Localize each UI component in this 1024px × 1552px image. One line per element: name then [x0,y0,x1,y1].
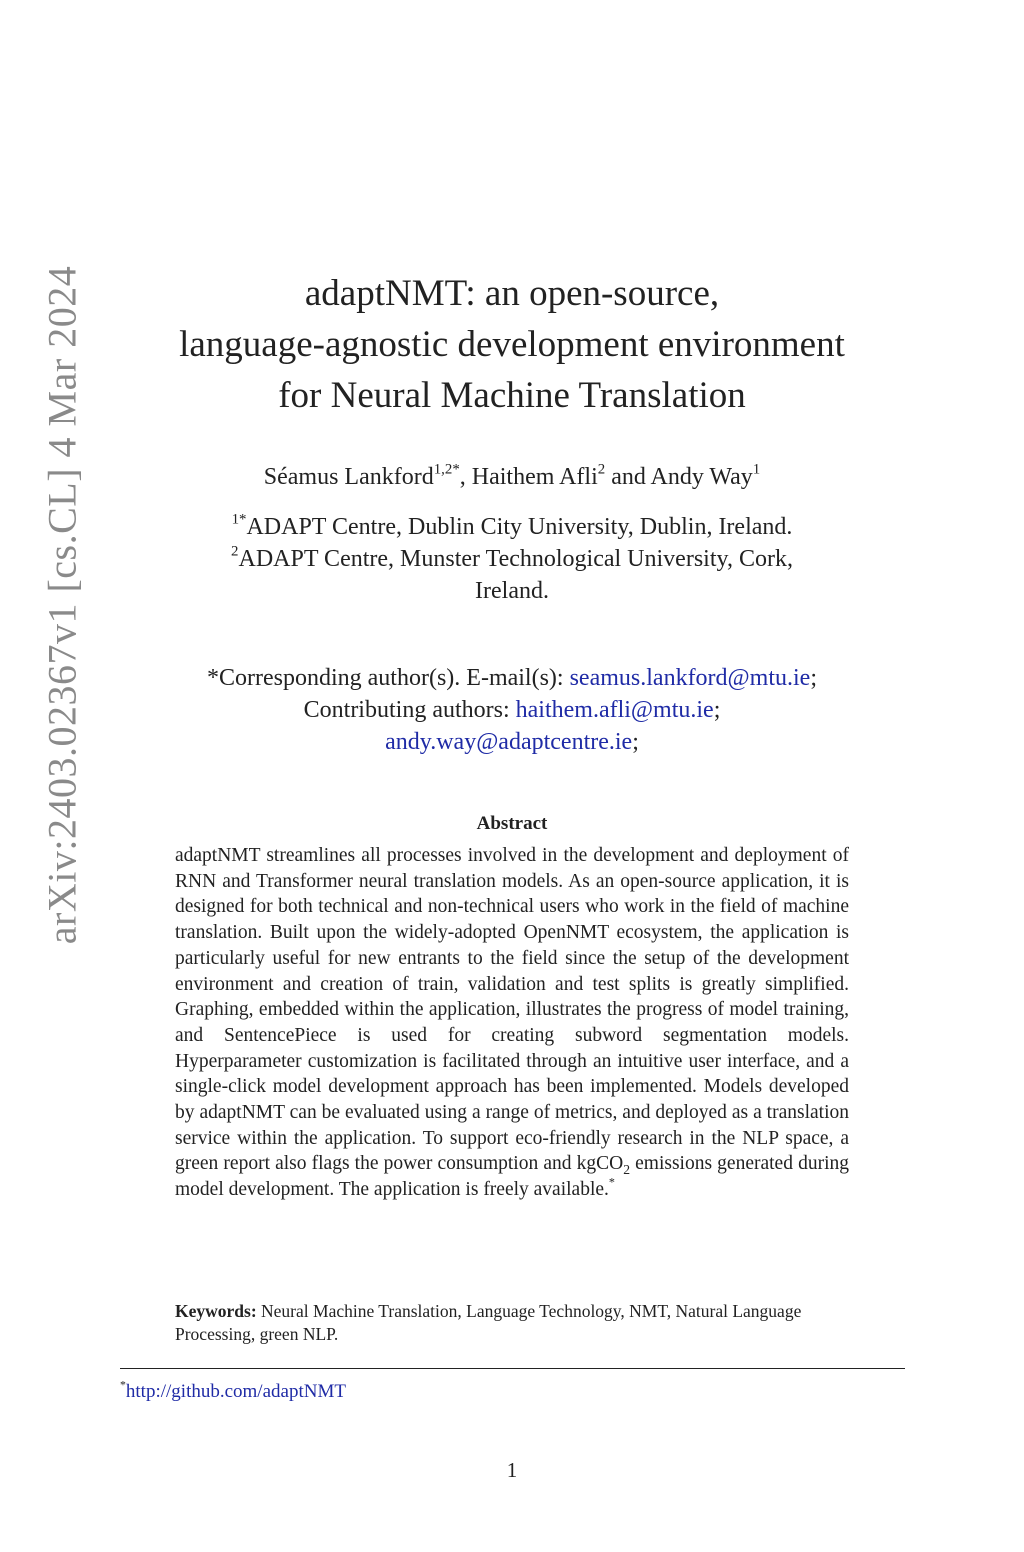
author-list [120,460,904,494]
abstract-text: adaptNMT streamlines all processes involved in the development and deployment of RNN and Transformer neural translation models. As an open-source application, it is designed for both technical and non-technical users who work in the field of machine translation. Built upon the widely-adopted OpenNMT ecosystem, the application is particularly useful for new entrants to the field since the setup of the development environment and creation of train, validation and test splits is greatly simplified. Graphing, embedded within the application, illustrates the progress of model training, and SentencePiece is used for creating subword segmentation models. Hyperparameter customization is facilitated through an intuitive user interface, and a single-click model development approach has been implemented. Models developed by adaptNMT can be evaluated using a range of metrics, and deployed as a translation service within the application. To support eco-friendly research in the NLP space, a green report also flags the power consumption and kgCO [175,845,849,1175]
contributing-authors-line [120,694,904,726]
footnote-rule [120,1368,905,1369]
contributing-label: Contributing authors: [303,697,516,723]
affiliation-text: ADAPT Centre, Dublin City University, Dublin, Ireland. [246,514,793,540]
arxiv-sidebar-stamp: arXiv:2403.02367v1 [cs.CL] 4 Mar 2024 [39,265,85,945]
author-name: Haithem Afli [471,464,598,490]
author-name: Séamus Lankford [263,464,434,490]
footnote [120,1380,346,1404]
author-name: Andy Way [650,464,753,490]
footnote-marker: * [608,1175,615,1190]
author-affiliation-mark: 2 [597,461,606,478]
footnote-mark: * [120,1378,126,1392]
email-separator: ; [632,729,639,755]
affiliation-mark: 1* [231,511,247,528]
affiliations [120,511,904,607]
email-separator: ; [810,665,817,691]
paper-title [120,268,904,421]
correspondence-block [120,662,904,758]
corresponding-author-line [120,662,904,694]
corresponding-label: *Corresponding author(s). E-mail(s): [207,665,570,691]
contributing-authors-line-2 [120,726,904,758]
keywords-label: Keywords: [175,1301,257,1321]
email-separator: ; [713,697,721,723]
email-link-afli[interactable]: haithem.afli@mtu.ie [515,697,714,723]
author-separator: , [459,464,472,490]
author-affiliation-mark: 1 [752,461,761,478]
title-line-3: for Neural Machine Translation [278,375,746,416]
email-link-lankford[interactable]: seamus.lankford@mtu.ie [569,665,811,691]
affiliation-text: ADAPT Centre, Munster Technological University, Cork, [238,546,793,572]
abstract-body [175,843,849,1203]
title-line-1: adaptNMT: an open-source, [304,273,720,314]
abstract-text-end: emissions generated during model development. The application is freely available. [175,1153,849,1201]
email-link-way[interactable]: andy.way@adaptcentre.ie [385,729,633,755]
github-link[interactable]: http://github.com/adaptNMT [125,1381,346,1402]
keywords [175,1300,849,1346]
author-separator: and [605,464,651,490]
title-line-2: language-agnostic development environment [179,324,845,365]
affiliation-mark: 2 [231,543,239,560]
page-number: 1 [506,1458,518,1482]
affiliation-2 [120,543,904,575]
abstract-heading: Abstract [476,813,548,834]
affiliation-1 [120,511,904,543]
co2-subscript: 2 [623,1162,631,1178]
keywords-text: Neural Machine Translation, Language Technology, NMT, Natural Language Processing, green NLP. [175,1301,806,1344]
author-affiliation-mark: 1,2* [433,461,460,478]
affiliation-2-continued: Ireland. [475,578,549,604]
